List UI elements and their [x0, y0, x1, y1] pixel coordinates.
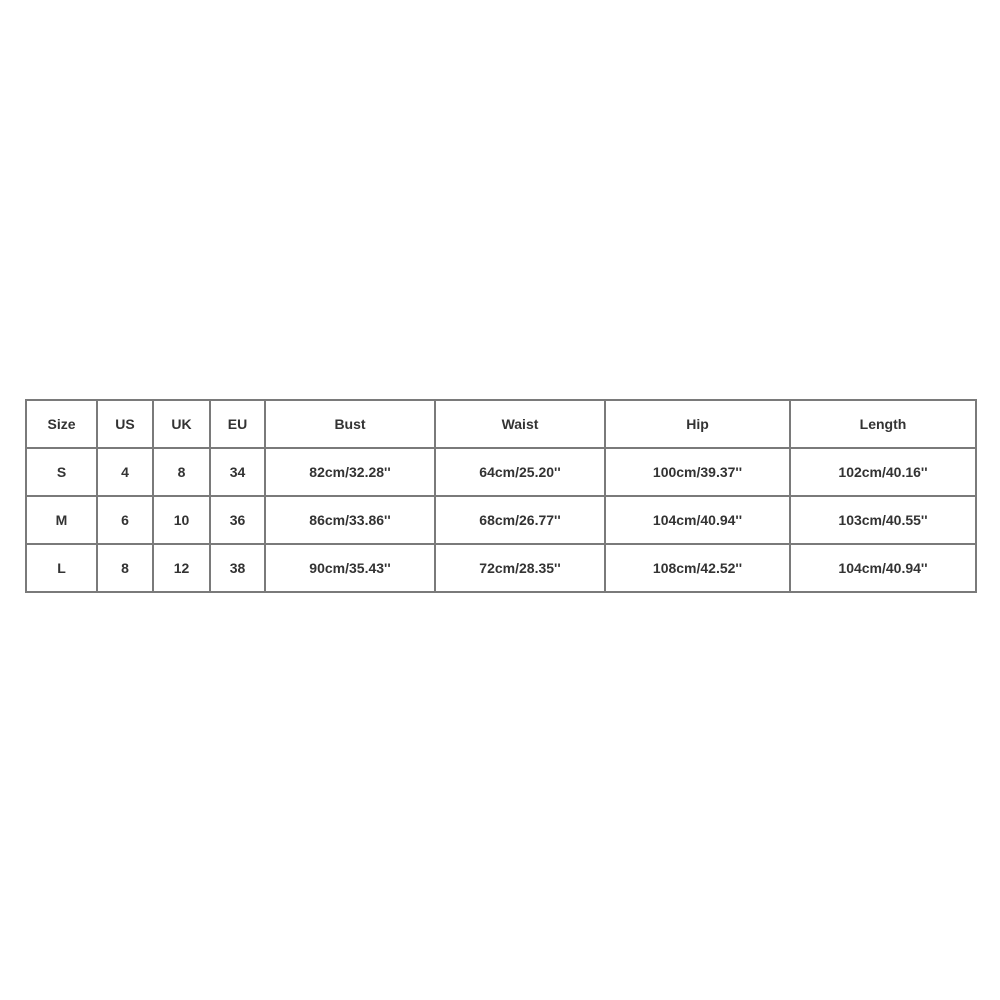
header-length: Length [790, 400, 976, 448]
cell-eu: 36 [210, 496, 265, 544]
cell-size: M [26, 496, 97, 544]
cell-uk: 10 [153, 496, 210, 544]
cell-length: 103cm/40.55'' [790, 496, 976, 544]
cell-uk: 12 [153, 544, 210, 592]
cell-waist: 68cm/26.77'' [435, 496, 605, 544]
header-eu: EU [210, 400, 265, 448]
cell-size: L [26, 544, 97, 592]
cell-us: 6 [97, 496, 153, 544]
cell-bust: 90cm/35.43'' [265, 544, 435, 592]
header-row [26, 400, 976, 448]
cell-uk: 8 [153, 448, 210, 496]
cell-hip: 108cm/42.52'' [605, 544, 790, 592]
cell-us: 4 [97, 448, 153, 496]
cell-hip: 100cm/39.37'' [605, 448, 790, 496]
table-row [26, 544, 976, 592]
header-bust: Bust [265, 400, 435, 448]
cell-waist: 72cm/28.35'' [435, 544, 605, 592]
header-size: Size [26, 400, 97, 448]
size-chart-table [25, 399, 977, 593]
header-waist: Waist [435, 400, 605, 448]
table-row [26, 496, 976, 544]
header-us: US [97, 400, 153, 448]
cell-waist: 64cm/25.20'' [435, 448, 605, 496]
table-row [26, 448, 976, 496]
cell-bust: 82cm/32.28'' [265, 448, 435, 496]
cell-us: 8 [97, 544, 153, 592]
cell-eu: 34 [210, 448, 265, 496]
header-hip: Hip [605, 400, 790, 448]
cell-size: S [26, 448, 97, 496]
cell-bust: 86cm/33.86'' [265, 496, 435, 544]
header-uk: UK [153, 400, 210, 448]
cell-length: 102cm/40.16'' [790, 448, 976, 496]
cell-length: 104cm/40.94'' [790, 544, 976, 592]
cell-hip: 104cm/40.94'' [605, 496, 790, 544]
cell-eu: 38 [210, 544, 265, 592]
